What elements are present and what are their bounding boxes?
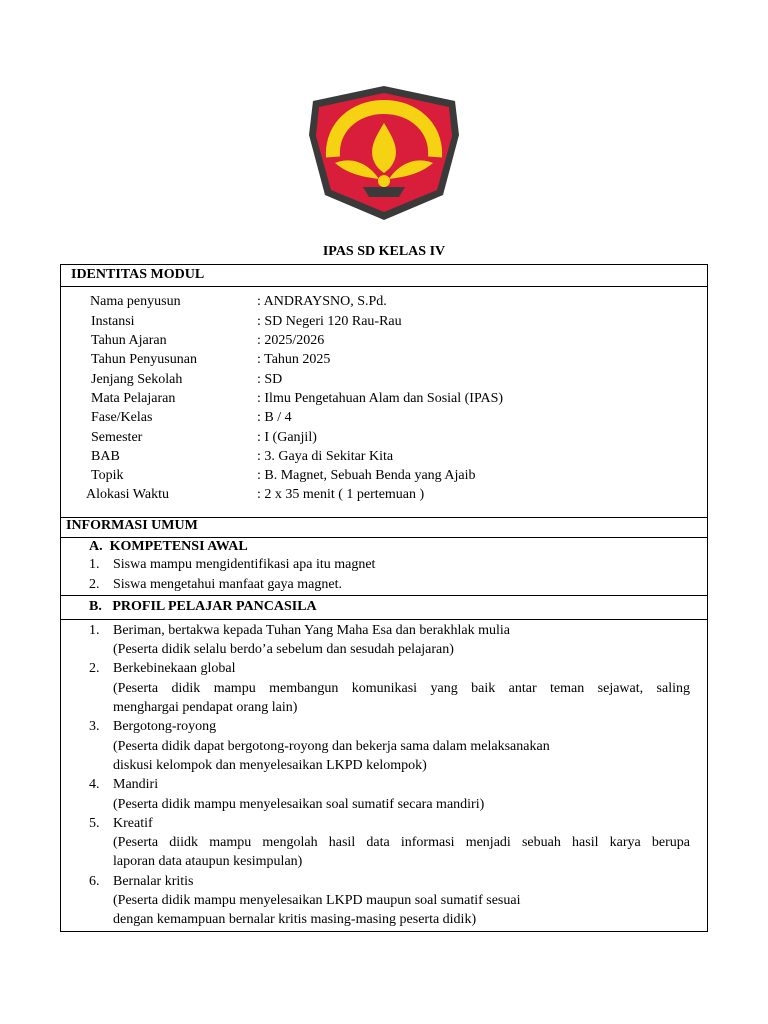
informasi-heading: INFORMASI UMUM [66,518,198,533]
divider [60,537,708,538]
divider [60,595,708,596]
profil-heading: B. PROFIL PELAJAR PANCASILA [89,599,317,614]
document-title: IPAS SD KELAS IV [322,244,446,259]
identitas-heading: IDENTITAS MODUL [71,267,205,282]
divider [60,619,708,620]
divider [60,286,708,287]
kompetensi-heading: A. KOMPETENSI AWAL [89,539,248,554]
tut-wuri-handayani-logo [305,83,463,223]
